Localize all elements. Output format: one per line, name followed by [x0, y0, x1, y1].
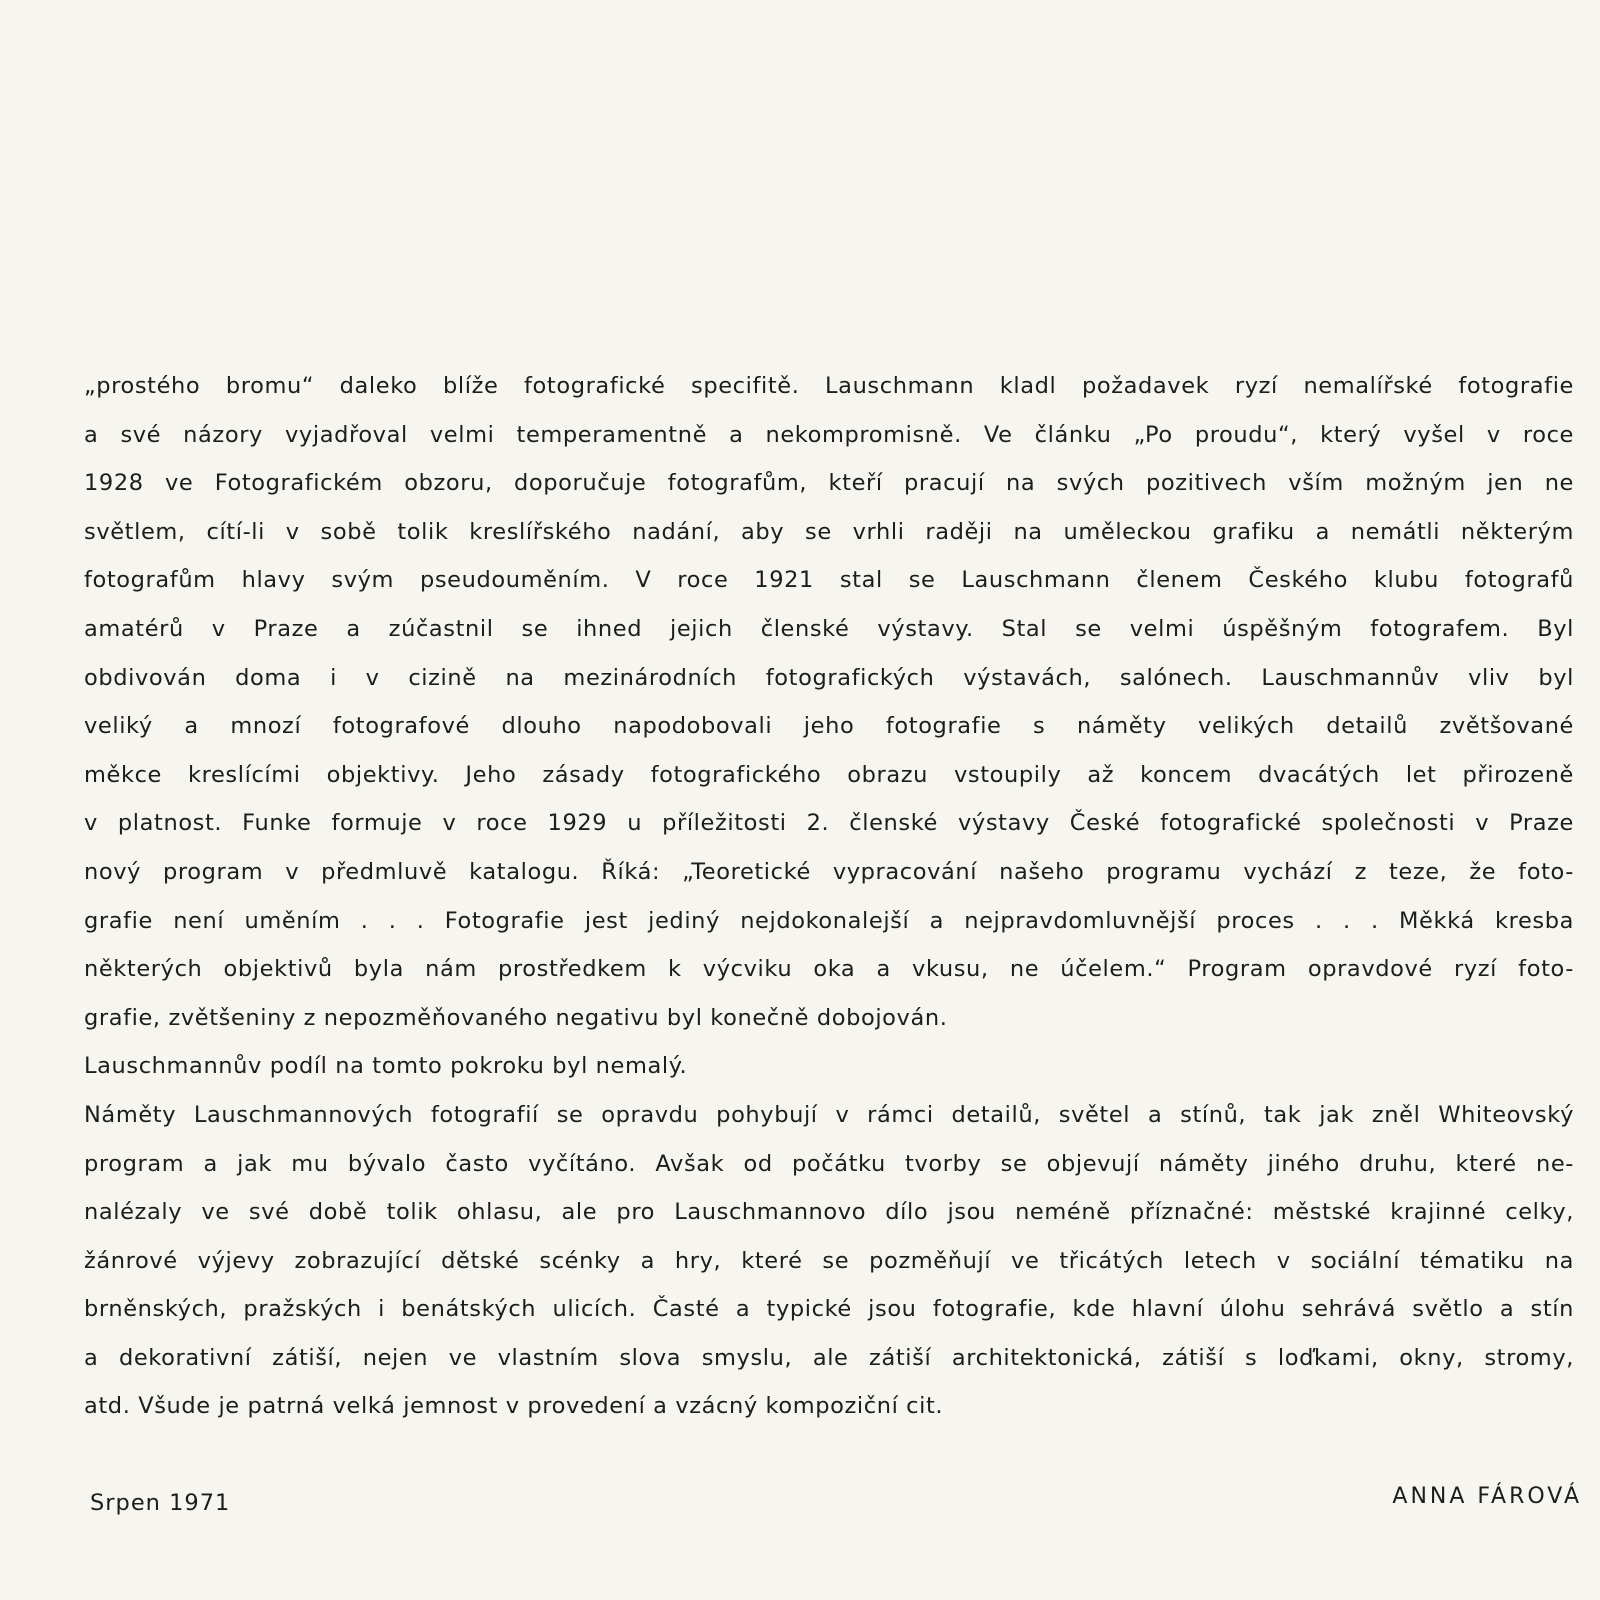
author-signature: ANNA FÁROVÁ: [1392, 1484, 1582, 1509]
text-line: veliký a mnozí fotografové dlouho napodobovali jeho fotografie s náměty velikých detailů zvětšované: [84, 713, 1574, 740]
text-line: a dekorativní zátiší, nejen ve vlastním slova smyslu, ale zátiší architektonická, zátiší s loďkami, okny, stromy,: [84, 1344, 1574, 1371]
text-line: Lauschmannův podíl na tomto pokroku byl nemalý.: [84, 1053, 688, 1080]
paragraph: [84, 362, 1574, 1042]
text-line: a své názory vyjadřoval velmi temperamentně a nekompromisně. Ve článku „Po proudu“, který vyšel v roce: [84, 421, 1574, 448]
text-line: grafie není uměním . . . Fotografie jest jediný nejdokonalejší a nejpravdomluvnější proces . . . Měkká kresba: [84, 907, 1574, 934]
text-line: amatérů v Praze a zúčastnil se ihned jejich členské výstavy. Stal se velmi úspěšným fotografem. Byl: [84, 615, 1574, 642]
paragraph: [84, 1042, 1574, 1091]
text-line: 1928 ve Fotografickém obzoru, doporučuje fotografům, kteří pracují na svých pozitivech vším možným jen ne: [84, 470, 1574, 497]
text-line: obdivován doma i v cizině na mezinárodních fotografických výstavách, salónech. Lauschmannův vliv byl: [84, 664, 1574, 691]
text-line: v platnost. Funke formuje v roce 1929 u příležitosti 2. členské výstavy České fotografické společnosti v Praze: [84, 810, 1574, 837]
text-line: měkce kreslícími objektivy. Jeho zásady fotografického obrazu vstoupily až koncem dvacátých let přirozeně: [84, 761, 1574, 788]
text-line: nalézaly ve své době tolik ohlasu, ale pro Lauschmannovo dílo jsou neméně příznačné: městské krajinné celky,: [84, 1199, 1574, 1226]
text-line: nový program v předmluvě katalogu. Říká: „Teoretické vypracování našeho programu vychází z teze, že foto-: [84, 858, 1574, 885]
text-line: atd. Všude je patrná velká jemnost v provedení a vzácný kompoziční cit.: [84, 1393, 944, 1420]
text-line: světlem, cítí-li v sobě tolik kreslířského nadání, aby se vrhli raději na uměleckou grafiku a nemátli některým: [84, 518, 1574, 545]
text-line: „prostého bromu“ daleko blíže fotografické specifitě. Lauschmann kladl požadavek ryzí nemalířské fotografie: [84, 373, 1574, 399]
text-line: některých objektivů byla nám prostředkem k výcviku oka a vkusu, ne účelem.“ Program opravdové ryzí foto-: [84, 956, 1574, 983]
text-line: žánrové výjevy zobrazující dětské scénky a hry, které se pozměňují ve třicátých letech v sociální tématiku na: [84, 1247, 1574, 1274]
text-line: fotografům hlavy svým pseudouměním. V roce 1921 stal se Lauschmann členem Českého klubu fotografů: [84, 567, 1574, 594]
text-line: brněnských, pražských i benátských ulicích. Časté a typické jsou fotografie, kde hlavní úlohu sehrává světlo a stín: [84, 1296, 1574, 1323]
paragraph: [84, 1091, 1574, 1431]
text-line: program a jak mu bývalo často vyčítáno. Avšak od počátku tvorby se objevují náměty jiného druhu, které ne-: [84, 1150, 1574, 1177]
text-line: Náměty Lauschmannových fotografií se opravdu pohybují v rámci detailů, světel a stínů, tak jak zněl Whiteovský: [84, 1101, 1574, 1128]
body-text: [84, 362, 1574, 1431]
date-line: Srpen 1971: [90, 1490, 231, 1516]
text-line: grafie, zvětšeniny z nepozměňovaného negativu byl konečně dobojován.: [84, 1004, 948, 1031]
